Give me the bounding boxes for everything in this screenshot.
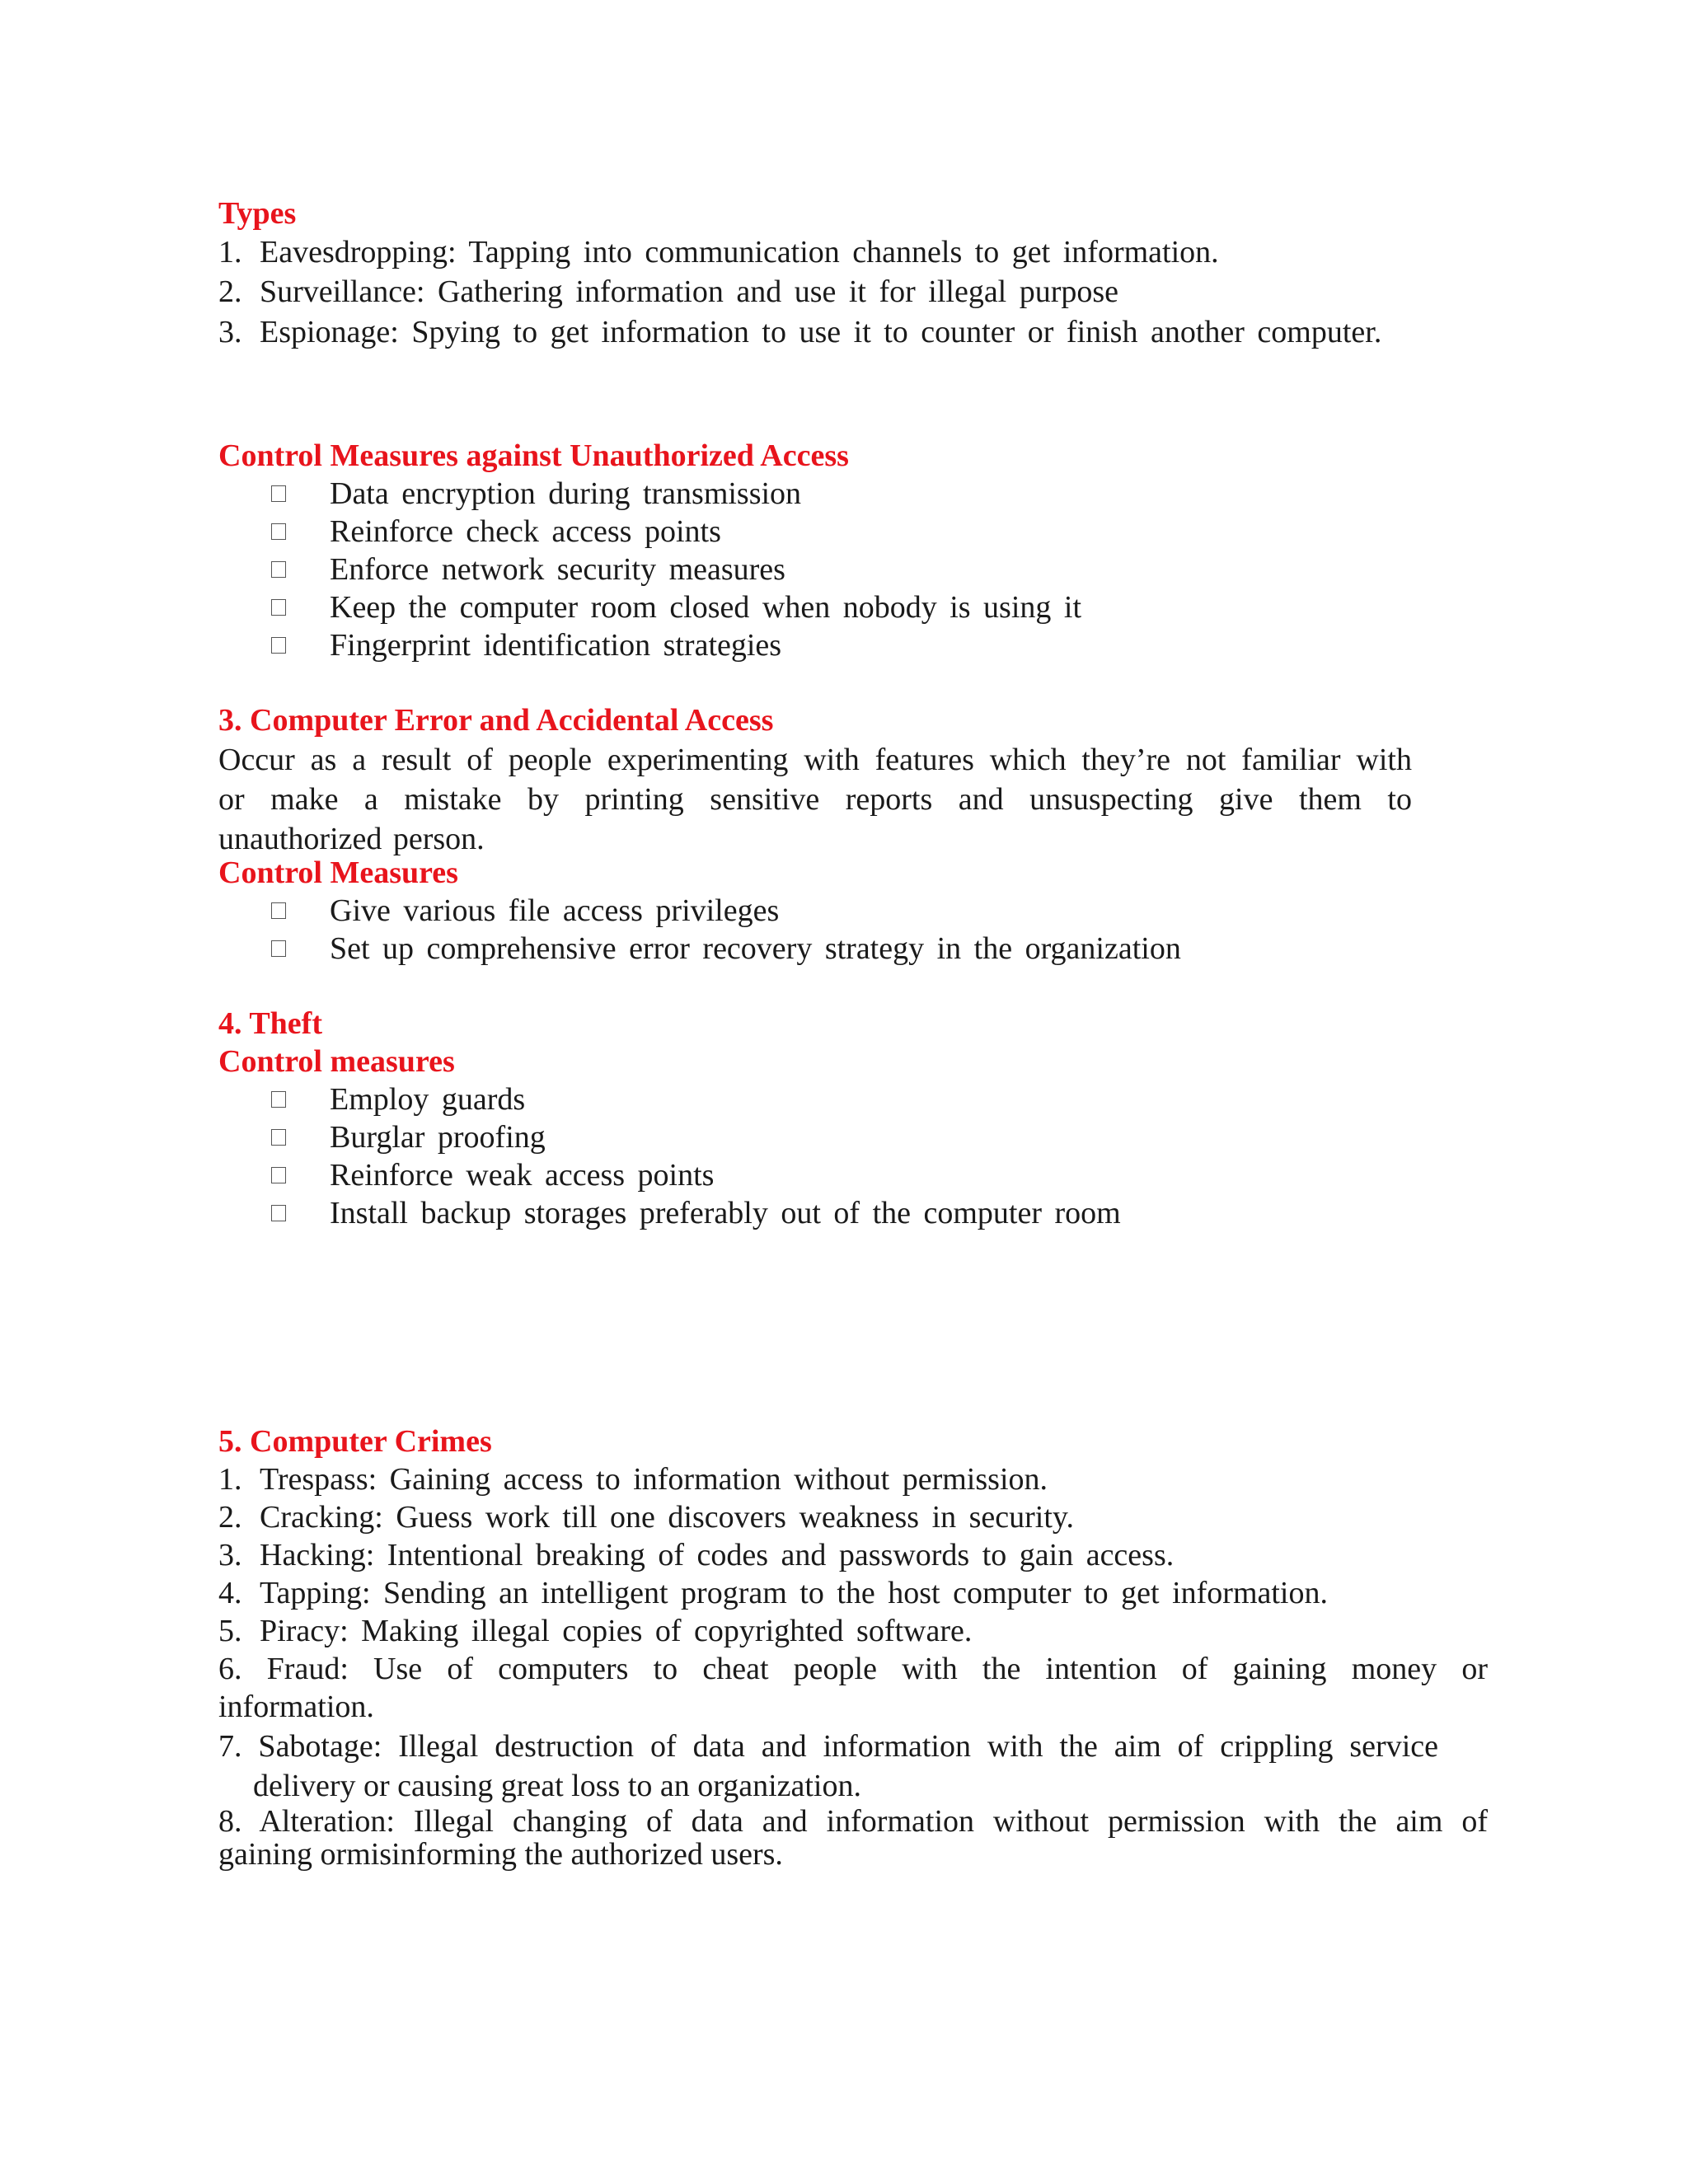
- section-heading: 5. Computer Crimes: [218, 1424, 492, 1459]
- list-item: 5. Piracy: Making illegal copies of copyrighted software.: [218, 1614, 973, 1648]
- bullet-item: Give various file access privileges: [218, 892, 1504, 930]
- computer-error-section: [218, 701, 1504, 968]
- bullet-item: Data encryption during transmission: [218, 475, 1504, 513]
- list-item: 6. Fraud: Use of computers to cheat people with the intention of gaining money or: [218, 1652, 1488, 1686]
- list-item: 3. Hacking: Intentional breaking of codes and passwords to gain access.: [218, 1538, 1175, 1572]
- checkbox-bullet-icon: [271, 1091, 286, 1108]
- checkbox-bullet-icon: [271, 561, 286, 578]
- list-item-continuation: gaining ormisinforming the authorized users.: [218, 1837, 783, 1872]
- types-section: [218, 194, 1504, 351]
- bullet-item: Set up comprehensive error recovery strategy in the organization: [218, 930, 1504, 968]
- list-item: 7. Sabotage: Illegal destruction of data and information with the aim of crippling service: [218, 1729, 1438, 1764]
- bullet-item: Install backup storages preferably out of the computer room: [218, 1194, 1504, 1232]
- checkbox-bullet-icon: [271, 523, 286, 540]
- checkbox-bullet-icon: [271, 1129, 286, 1146]
- checkbox-bullet-icon: [271, 485, 286, 502]
- section-heading: 3. Computer Error and Accidental Access: [218, 703, 774, 738]
- subheading: Control Measures: [218, 855, 458, 890]
- list-item: 2. Cracking: Guess work till one discovers weakness in security.: [218, 1500, 1074, 1535]
- bullet-item: Employ guards: [218, 1080, 1504, 1118]
- bullet-item: Fingerprint identification strategies: [218, 626, 1504, 664]
- list-item-continuation: delivery or causing great loss to an organization.: [253, 1769, 861, 1803]
- list-item-continuation: information.: [218, 1690, 374, 1724]
- checkbox-bullet-icon: [271, 599, 286, 616]
- list-item: 4. Tapping: Sending an intelligent program to the host computer to get information.: [218, 1576, 1328, 1610]
- list-item: 2. Surveillance: Gathering information and use it for illegal purpose: [218, 274, 1119, 309]
- section-heading: Control Measures against Unauthorized Access: [218, 438, 849, 473]
- paragraph-line: or make a mistake by printing sensitive reports and unsuspecting give them to: [218, 782, 1412, 817]
- checkbox-bullet-icon: [271, 902, 286, 919]
- bullet-item: Reinforce weak access points: [218, 1156, 1504, 1194]
- unauthorized-access-section: [218, 437, 1504, 664]
- checkbox-bullet-icon: [271, 1167, 286, 1183]
- theft-section: [218, 1005, 1504, 1232]
- checkbox-bullet-icon: [271, 1205, 286, 1221]
- bullet-item: Reinforce check access points: [218, 513, 1504, 551]
- types-heading: Types: [218, 196, 297, 231]
- list-item: 3. Espionage: Spying to get information to use it to counter or finish another computer.: [218, 315, 1382, 349]
- bullet-item: Keep the computer room closed when nobody is using it: [218, 588, 1504, 626]
- bullet-item: Burglar proofing: [218, 1118, 1504, 1156]
- paragraph-line: unauthorized person.: [218, 822, 485, 856]
- subheading: Control measures: [218, 1044, 455, 1079]
- computer-crimes-section: [218, 1422, 1504, 1871]
- checkbox-bullet-icon: [271, 637, 286, 654]
- section-heading: 4. Theft: [218, 1006, 322, 1041]
- list-item: 1. Trespass: Gaining access to information without permission.: [218, 1462, 1048, 1497]
- list-item: 1. Eavesdropping: Tapping into communication channels to get information.: [218, 235, 1219, 269]
- paragraph-line: Occur as a result of people experimenting with features which they’re not familiar with: [218, 743, 1412, 777]
- bullet-item: Enforce network security measures: [218, 551, 1504, 588]
- checkbox-bullet-icon: [271, 940, 286, 957]
- list-item: 8. Alteration: Illegal changing of data and information without permission with the aim of: [218, 1804, 1488, 1839]
